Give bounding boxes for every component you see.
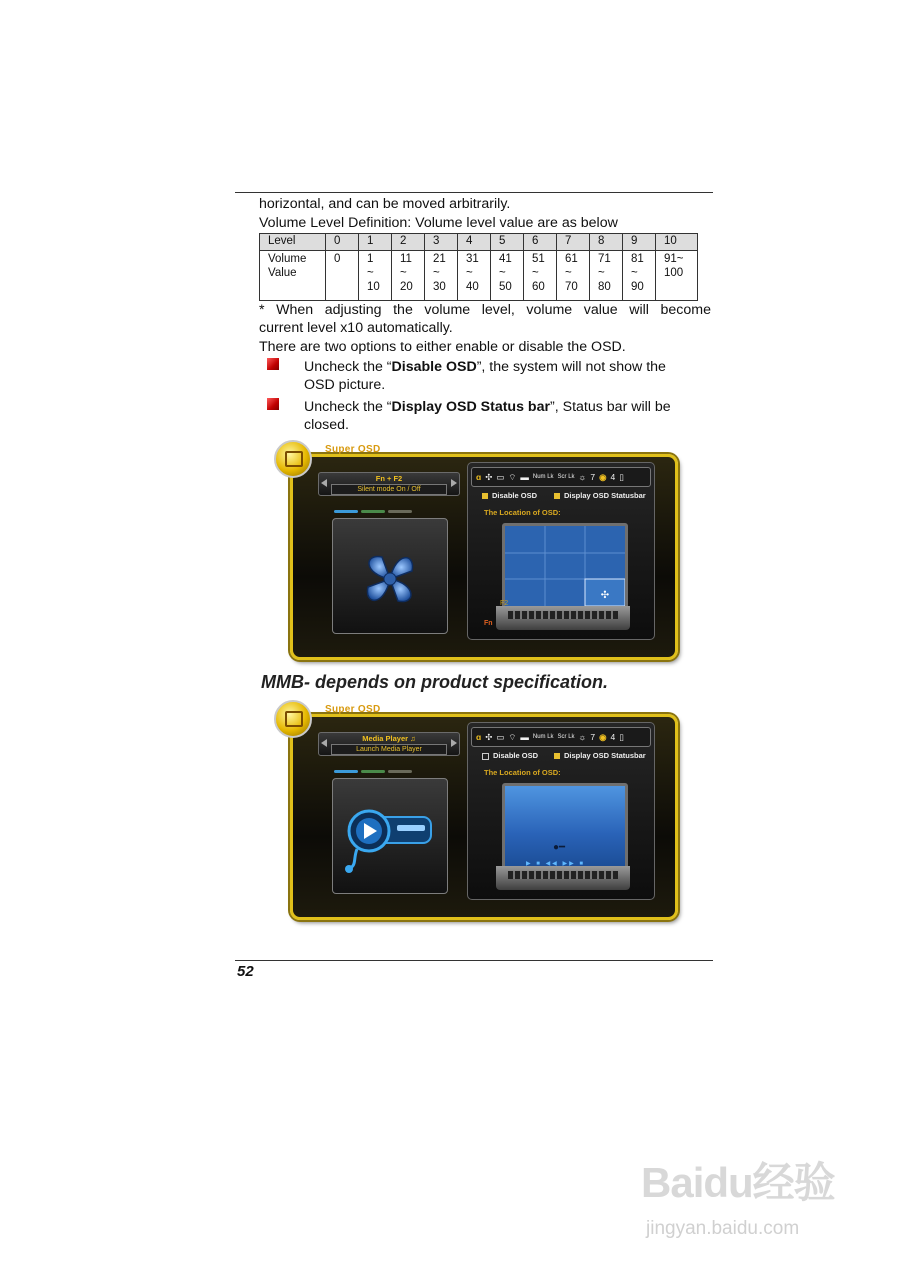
fn-badge-icon: [274, 700, 312, 738]
table-cell: 5: [491, 234, 524, 251]
media-controls-icon: ▶ ■ ◀◀ ▶▶ ■: [526, 861, 585, 867]
bullet2-line: [304, 398, 671, 416]
fn-hotkey-bar: [318, 472, 460, 496]
table-cell: 21 ~ 30: [425, 251, 458, 301]
svg-text:✣: ✣: [600, 590, 610, 601]
table-cell: 1: [359, 234, 392, 251]
table-cell: 91~ 100: [656, 251, 698, 301]
a-icon: ɑ: [476, 472, 482, 482]
fan-icon: ✣: [485, 472, 493, 482]
camera-icon: ▬: [520, 732, 529, 742]
table-cell: 41 ~ 50: [491, 251, 524, 301]
super-osd-screenshot-1: [274, 440, 676, 662]
fn-hotkey-bar: [318, 732, 460, 756]
volume-level-table: [259, 233, 698, 301]
brightness-icon: ☼: [578, 732, 587, 742]
bullet1-post: ”, the system will not show the: [476, 359, 666, 375]
wireless-icon: ⌔: [508, 472, 517, 482]
table-cell: 2: [392, 234, 425, 251]
volume-value: 4: [610, 732, 616, 742]
num-lock-icon: Num Lk: [532, 474, 554, 481]
checkbox-checked-icon: [482, 493, 488, 499]
bullet2-cont: closed.: [304, 417, 349, 433]
bullet1-pre: Uncheck the “: [304, 359, 392, 375]
table-cell: 0: [326, 251, 359, 301]
display-statusbar-checkbox[interactable]: [554, 751, 646, 760]
media-player-small-icon: ●━: [553, 842, 566, 853]
laptop-keyboard: [496, 861, 630, 890]
bullet-icon: [267, 398, 279, 410]
mmb-heading: MMB- depends on product specification.: [261, 672, 609, 692]
location-label: The Location of OSD:: [484, 508, 561, 517]
music-note-icon: ♫: [410, 734, 416, 743]
bullet2-pre: Uncheck the “: [304, 399, 392, 415]
lcd-icon: ▭: [496, 732, 505, 742]
camera-icon: ▬: [520, 472, 529, 482]
table-cell: 1 ~ 10: [359, 251, 392, 301]
media-player-text: Media Player: [362, 734, 409, 743]
lcd-icon: ▭: [496, 472, 505, 482]
a-icon: ɑ: [476, 732, 482, 742]
watermark-url: jingyan.baidu.com: [646, 1218, 800, 1239]
osd-status-icons: [471, 727, 651, 747]
disable-osd-label: Disable OSD: [493, 751, 539, 760]
brightness-value: 7: [590, 472, 596, 482]
bottom-rule: [235, 960, 713, 961]
laptop-screen: [502, 783, 628, 869]
bullet1-line: [304, 358, 666, 376]
display-statusbar-label: Display OSD Statusbar: [564, 751, 646, 760]
table-cell: 11 ~ 20: [392, 251, 425, 301]
table-cell-level-label: Level: [260, 234, 326, 251]
table-row-volume: [260, 251, 698, 301]
osd-title: Super OSD: [325, 444, 381, 455]
osd-status-icons: [471, 467, 651, 487]
options-text: There are two options to either enable or disable the OSD.: [259, 339, 626, 355]
num-lock-icon: Num Lk: [532, 734, 554, 741]
checkbox-checked-icon: [554, 493, 560, 499]
osd-title: Super OSD: [325, 704, 381, 715]
fn-key-label: Fn: [484, 620, 493, 627]
table-cell: 51 ~ 60: [524, 251, 557, 301]
location-label: The Location of OSD:: [484, 768, 561, 777]
f2-key-label: F2: [500, 600, 509, 607]
launch-media-player: Launch Media Player: [331, 744, 447, 755]
media-player-icon: [333, 779, 447, 893]
laptop-keyboard: [496, 606, 630, 630]
page-indicator: [334, 760, 415, 778]
note-line-1: * When adjusting the volume level, volume value will become: [259, 302, 711, 318]
top-rule: [235, 192, 713, 193]
fn-hotkey-label: Fn + F2: [375, 474, 403, 483]
bullet2-post: ”, Status bar will be: [550, 399, 671, 415]
brightness-icon: ☼: [578, 472, 587, 482]
laptop-screen: [502, 523, 628, 609]
text-line-horizontal: horizontal, and can be moved arbitrarily.: [259, 196, 511, 212]
bullet1-cont: OSD picture.: [304, 377, 386, 393]
table-row-level: [260, 234, 698, 251]
bullet1-bold: Disable OSD: [391, 359, 477, 375]
table-cell: 4: [458, 234, 491, 251]
media-player-preview-box: [332, 778, 448, 894]
disable-osd-checkbox[interactable]: [482, 751, 538, 760]
display-statusbar-checkbox[interactable]: [554, 491, 646, 500]
table-cell: 31 ~ 40: [458, 251, 491, 301]
checkbox-checked-icon: [554, 753, 560, 759]
table-cell: 71 ~ 80: [590, 251, 623, 301]
baidu-watermark: Baidu经验: [641, 1159, 835, 1206]
fan-preview-box: [332, 518, 448, 634]
table-cell: 7: [557, 234, 590, 251]
fn-hotkey-desc: Silent mode On / Off: [331, 484, 447, 495]
fan-icon: [333, 519, 447, 633]
page-indicator: [334, 500, 415, 518]
location-grid: [505, 526, 625, 606]
volume-icon: ◉: [599, 472, 607, 482]
disable-osd-checkbox[interactable]: [482, 491, 537, 500]
table-cell: 61 ~ 70: [557, 251, 590, 301]
super-osd-screenshot-2: [274, 700, 676, 922]
scroll-lock-icon: Scr Lk: [557, 474, 575, 481]
page-number: 52: [237, 963, 254, 980]
table-cell: 0: [326, 234, 359, 251]
disable-osd-label: Disable OSD: [492, 491, 538, 500]
brightness-value: 7: [590, 732, 596, 742]
scroll-lock-icon: Scr Lk: [557, 734, 575, 741]
table-cell: 8: [590, 234, 623, 251]
battery-icon: ▯: [619, 472, 624, 482]
battery-icon: ▯: [619, 732, 624, 742]
table-cell: 6: [524, 234, 557, 251]
volume-icon: ◉: [599, 732, 607, 742]
note-line-2: current level x10 automatically.: [259, 320, 453, 336]
bullet-icon: [267, 358, 279, 370]
table-cell: 3: [425, 234, 458, 251]
table-cell-volume-label: Volume Value: [260, 251, 326, 301]
laptop-preview: [496, 523, 630, 635]
osd-settings-panel: [467, 722, 655, 900]
text-line-volume-definition: Volume Level Definition: Volume level value are as below: [259, 215, 618, 231]
table-cell: 9: [623, 234, 656, 251]
media-player-label: [319, 734, 459, 743]
volume-value: 4: [610, 472, 616, 482]
table-cell: 10: [656, 234, 698, 251]
fn-badge-icon: [274, 440, 312, 478]
bullet2-bold: Display OSD Status bar: [391, 399, 551, 415]
display-statusbar-label: Display OSD Statusbar: [564, 491, 646, 500]
fan-icon: ✣: [485, 732, 493, 742]
osd-settings-panel: [467, 462, 655, 640]
laptop-preview: [496, 783, 630, 895]
table-cell: 81 ~ 90: [623, 251, 656, 301]
checkbox-unchecked-icon: [482, 753, 489, 760]
wireless-icon: ⌔: [508, 732, 517, 742]
